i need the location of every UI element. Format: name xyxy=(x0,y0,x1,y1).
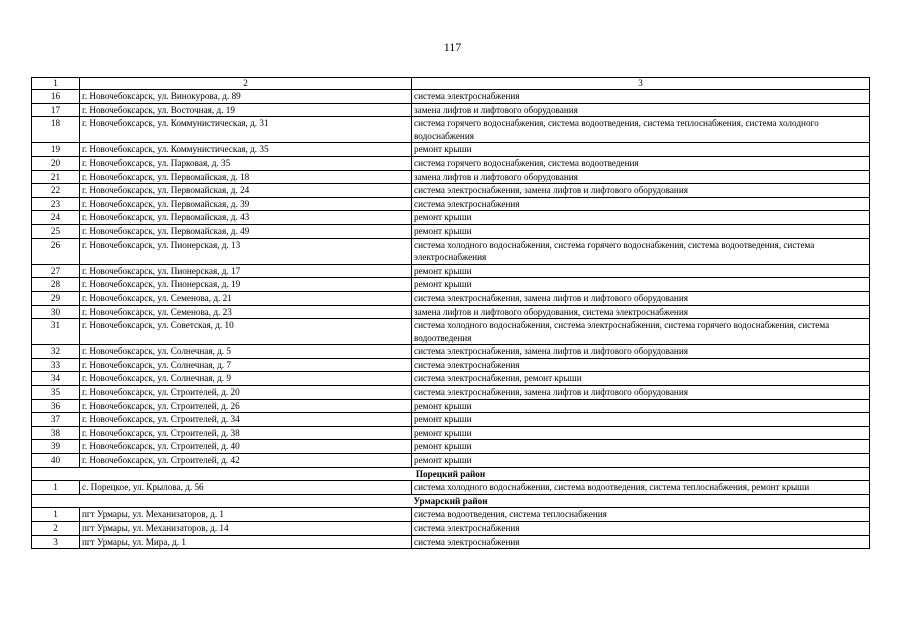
table-row xyxy=(32,399,870,413)
table-row xyxy=(32,535,870,549)
works-cell: система электроснабжения xyxy=(412,358,870,372)
address-cell: г. Новочебоксарск, ул. Парковая, д. 35 xyxy=(80,156,412,170)
address-cell: г. Новочебоксарск, ул. Первомайская, д. 49 xyxy=(80,224,412,238)
table-row xyxy=(32,440,870,454)
row-number: 29 xyxy=(32,291,80,305)
address-cell: г. Новочебоксарск, ул. Строителей, д. 40 xyxy=(80,440,412,454)
works-cell: ремонт крыши xyxy=(412,264,870,278)
address-cell: г. Новочебоксарск, ул. Пионерская, д. 13 xyxy=(80,238,412,264)
table-row xyxy=(32,90,870,104)
works-cell: система электроснабжения xyxy=(412,535,870,549)
table-body xyxy=(32,78,870,549)
row-number: 31 xyxy=(32,319,80,345)
row-number: 19 xyxy=(32,143,80,157)
row-number: 28 xyxy=(32,278,80,292)
works-cell: система электроснабжения, ремонт крыши xyxy=(412,372,870,386)
table-row xyxy=(32,184,870,198)
works-cell: замена лифтов и лифтового оборудования xyxy=(412,170,870,184)
table-row xyxy=(32,156,870,170)
address-cell: г. Новочебоксарск, ул. Солнечная, д. 7 xyxy=(80,358,412,372)
row-number: 2 xyxy=(32,522,80,536)
row-number: 34 xyxy=(32,372,80,386)
address-cell: г. Новочебоксарск, ул. Строителей, д. 38 xyxy=(80,426,412,440)
works-cell: замена лифтов и лифтового оборудования xyxy=(412,103,870,117)
table-row xyxy=(32,508,870,522)
row-number: 32 xyxy=(32,345,80,359)
table-row xyxy=(32,522,870,536)
row-number: 21 xyxy=(32,170,80,184)
table-row xyxy=(32,372,870,386)
row-number: 17 xyxy=(32,103,80,117)
works-cell: ремонт крыши xyxy=(412,211,870,225)
works-cell: ремонт крыши xyxy=(412,143,870,157)
works-cell: система электроснабжения, замена лифтов и лифтового оборудования xyxy=(412,184,870,198)
table-row xyxy=(32,454,870,468)
table-row xyxy=(32,197,870,211)
page-number: 117 xyxy=(443,40,462,54)
works-cell: система горячего водоснабжения, система водоотведения xyxy=(412,156,870,170)
works-cell: ремонт крыши xyxy=(412,413,870,427)
address-cell: г. Новочебоксарск, ул. Первомайская, д. 39 xyxy=(80,197,412,211)
table-row xyxy=(32,170,870,184)
row-number: 27 xyxy=(32,264,80,278)
district-title: Урмарский район xyxy=(32,494,870,508)
works-cell: система водоотведения, система теплоснабжения xyxy=(412,508,870,522)
works-cell: система холодного водоснабжения, система горячего водоснабжения, система водоотведения, система электроснабжения xyxy=(412,238,870,264)
row-number: 36 xyxy=(32,399,80,413)
column-number-2: 2 xyxy=(80,78,412,90)
works-cell: система электроснабжения, замена лифтов и лифтового оборудования xyxy=(412,291,870,305)
table-row xyxy=(32,211,870,225)
address-cell: г. Новочебоксарск, ул. Солнечная, д. 5 xyxy=(80,345,412,359)
address-cell: пгт Урмары, ул. Механизаторов, д. 14 xyxy=(80,522,412,536)
district-header-row xyxy=(32,494,870,508)
works-cell: ремонт крыши xyxy=(412,426,870,440)
row-number: 33 xyxy=(32,358,80,372)
address-cell: г. Новочебоксарск, ул. Винокурова, д. 89 xyxy=(80,90,412,104)
works-cell: система электроснабжения, замена лифтов и лифтового оборудования xyxy=(412,345,870,359)
table-row xyxy=(32,319,870,345)
works-cell: система холодного водоснабжения, система электроснабжения, система горячего водоснабжения, система водоотведения xyxy=(412,319,870,345)
address-cell: г. Новочебоксарск, ул. Советская, д. 10 xyxy=(80,319,412,345)
works-cell: ремонт крыши xyxy=(412,278,870,292)
address-cell: пгт Урмары, ул. Механизаторов, д. 1 xyxy=(80,508,412,522)
table-row xyxy=(32,264,870,278)
address-cell: г. Новочебоксарск, ул. Восточная, д. 19 xyxy=(80,103,412,117)
table-row xyxy=(32,103,870,117)
row-number: 22 xyxy=(32,184,80,198)
table-row xyxy=(32,358,870,372)
column-number-3: 3 xyxy=(412,78,870,90)
address-cell: г. Новочебоксарск, ул. Коммунистическая, д. 31 xyxy=(80,117,412,143)
column-number-row xyxy=(32,78,870,90)
works-cell: ремонт крыши xyxy=(412,454,870,468)
table-row xyxy=(32,481,870,495)
works-cell: система холодного водоснабжения, система водоотведения, система теплоснабжения, ремонт крыши xyxy=(412,481,870,495)
row-number: 25 xyxy=(32,224,80,238)
address-cell: г. Новочебоксарск, ул. Первомайская, д. 18 xyxy=(80,170,412,184)
works-cell: система электроснабжения xyxy=(412,90,870,104)
address-cell: г. Новочебоксарск, ул. Первомайская, д. 24 xyxy=(80,184,412,198)
row-number: 24 xyxy=(32,211,80,225)
district-title: Порецкий район xyxy=(32,467,870,481)
row-number: 30 xyxy=(32,305,80,319)
works-cell: система электроснабжения, замена лифтов и лифтового оборудования xyxy=(412,386,870,400)
table-row xyxy=(32,278,870,292)
column-number-1: 1 xyxy=(32,78,80,90)
row-number: 20 xyxy=(32,156,80,170)
table-row xyxy=(32,224,870,238)
table-row xyxy=(32,291,870,305)
address-cell: г. Новочебоксарск, ул. Строителей, д. 34 xyxy=(80,413,412,427)
address-cell: г. Новочебоксарск, ул. Пионерская, д. 17 xyxy=(80,264,412,278)
table-row xyxy=(32,305,870,319)
works-cell: ремонт крыши xyxy=(412,399,870,413)
row-number: 37 xyxy=(32,413,80,427)
district-header-row xyxy=(32,467,870,481)
works-cell: система горячего водоснабжения, система водоотведения, система теплоснабжения, система холодного водоснабжения xyxy=(412,117,870,143)
row-number: 38 xyxy=(32,426,80,440)
table-row xyxy=(32,238,870,264)
works-cell: ремонт крыши xyxy=(412,440,870,454)
row-number: 18 xyxy=(32,117,80,143)
works-cell: система электроснабжения xyxy=(412,522,870,536)
table-row xyxy=(32,117,870,143)
row-number: 35 xyxy=(32,386,80,400)
row-number: 1 xyxy=(32,508,80,522)
row-number: 3 xyxy=(32,535,80,549)
address-cell: пгт Урмары, ул. Мира, д. 1 xyxy=(80,535,412,549)
row-number: 39 xyxy=(32,440,80,454)
table-row xyxy=(32,143,870,157)
address-cell: г. Новочебоксарск, ул. Строителей, д. 20 xyxy=(80,386,412,400)
row-number: 16 xyxy=(32,90,80,104)
row-number: 40 xyxy=(32,454,80,468)
table-row xyxy=(32,426,870,440)
works-cell: ремонт крыши xyxy=(412,224,870,238)
row-number: 1 xyxy=(32,481,80,495)
address-cell: г. Новочебоксарск, ул. Семенова, д. 23 xyxy=(80,305,412,319)
row-number: 26 xyxy=(32,238,80,264)
address-cell: г. Новочебоксарск, ул. Пионерская, д. 19 xyxy=(80,278,412,292)
capital-repair-table xyxy=(31,77,870,549)
table-row xyxy=(32,345,870,359)
address-cell: г. Новочебоксарск, ул. Семенова, д. 21 xyxy=(80,291,412,305)
table-row xyxy=(32,413,870,427)
works-cell: замена лифтов и лифтового оборудования, система электроснабжения xyxy=(412,305,870,319)
address-cell: с. Порецкое, ул. Крылова, д. 56 xyxy=(80,481,412,495)
works-cell: система электроснабжения xyxy=(412,197,870,211)
address-cell: г. Новочебоксарск, ул. Первомайская, д. 43 xyxy=(80,211,412,225)
address-cell: г. Новочебоксарск, ул. Строителей, д. 42 xyxy=(80,454,412,468)
address-cell: г. Новочебоксарск, ул. Строителей, д. 26 xyxy=(80,399,412,413)
address-cell: г. Новочебоксарск, ул. Коммунистическая, д. 35 xyxy=(80,143,412,157)
table-row xyxy=(32,386,870,400)
row-number: 23 xyxy=(32,197,80,211)
address-cell: г. Новочебоксарск, ул. Солнечная, д. 9 xyxy=(80,372,412,386)
